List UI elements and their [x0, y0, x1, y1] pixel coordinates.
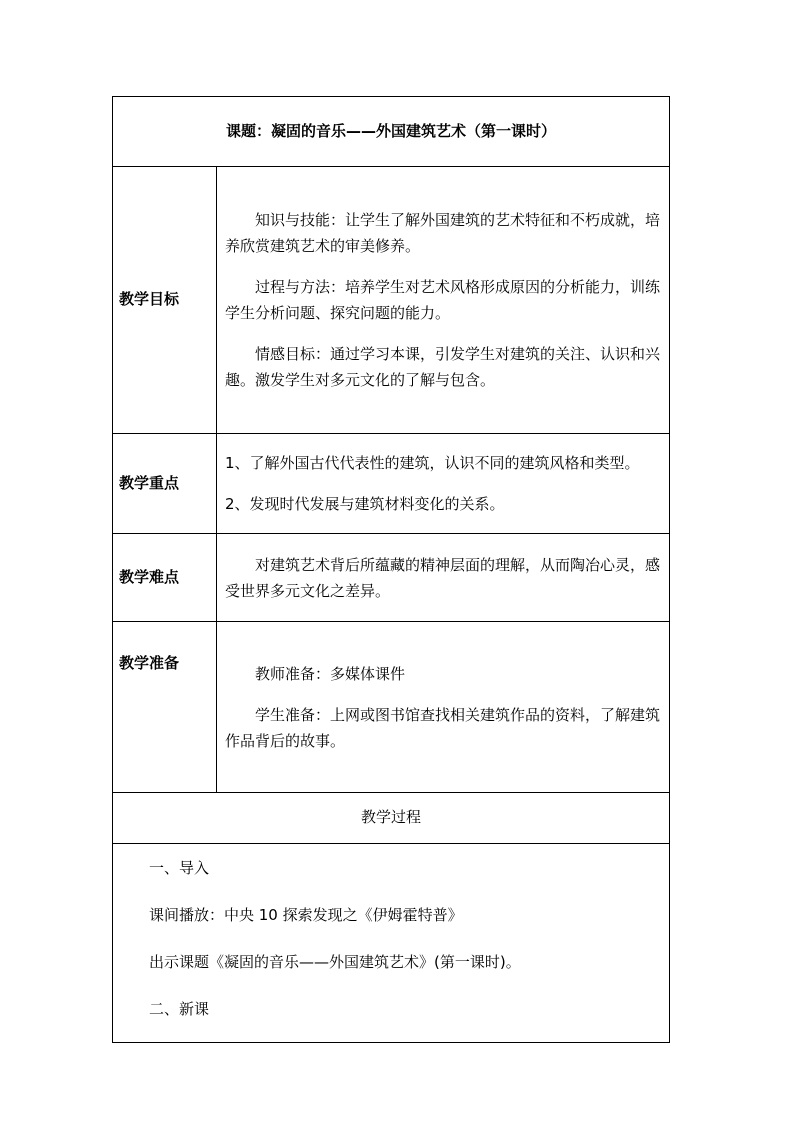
preparation-row — [113, 622, 670, 793]
teacher-preparation: 教师准备：多媒体课件 — [255, 664, 406, 683]
process-line: 一、导入 — [149, 859, 210, 877]
key-points-label: 教学重点 — [113, 434, 217, 534]
key-point-item: 1、了解外国古代代表性的建筑，认识不同的建筑风格和类型。 — [225, 454, 640, 472]
lesson-plan-table — [112, 96, 670, 1043]
key-points-content — [217, 434, 670, 534]
key-points-row — [113, 434, 670, 534]
preparation-content — [217, 622, 670, 793]
student-preparation: 学生准备：上网或图书馆查找相关建筑作品的资料，了解建筑作品背后的故事。 — [225, 705, 661, 750]
difficulty-text: 对建筑艺术背后所蕴藏的精神层面的理解，从而陶冶心灵，感受世界多元文化之差异。 — [225, 555, 661, 600]
lesson-title: 课题：凝固的音乐——外国建筑艺术（第一课时） — [113, 97, 670, 167]
process-content — [113, 844, 670, 1043]
objective-process: 过程与方法：培养学生对艺术风格形成原因的分析能力，训练学生分析问题、探究问题的能力。 — [225, 278, 661, 322]
key-point-item: 2、发现时代发展与建筑材料变化的关系。 — [225, 495, 505, 513]
objective-knowledge: 知识与技能：让学生了解外国建筑的艺术特征和不朽成就，培养欣赏建筑艺术的审美修养。 — [225, 211, 661, 255]
objectives-row — [113, 167, 670, 434]
process-line: 课间播放：中央 10 探索发现之《伊姆霍特普》 — [149, 906, 463, 924]
objectives-content — [217, 167, 670, 434]
difficulties-row — [113, 534, 670, 622]
process-heading: 教学过程 — [113, 793, 670, 844]
process-line: 出示课题《凝固的音乐——外国建筑艺术》(第一课时)。 — [149, 953, 521, 971]
preparation-label: 教学准备 — [113, 622, 217, 793]
difficulties-content — [217, 534, 670, 622]
difficulties-label: 教学难点 — [113, 534, 217, 622]
process-line: 二、新课 — [149, 1000, 210, 1018]
process-body-row — [113, 844, 670, 1043]
process-heading-row — [113, 793, 670, 844]
objective-emotion: 情感目标：通过学习本课，引发学生对建筑的关注、认识和兴趣。激发学生对多元文化的了解与包含。 — [225, 345, 661, 389]
objectives-label: 教学目标 — [113, 167, 217, 434]
title-row — [113, 97, 670, 167]
